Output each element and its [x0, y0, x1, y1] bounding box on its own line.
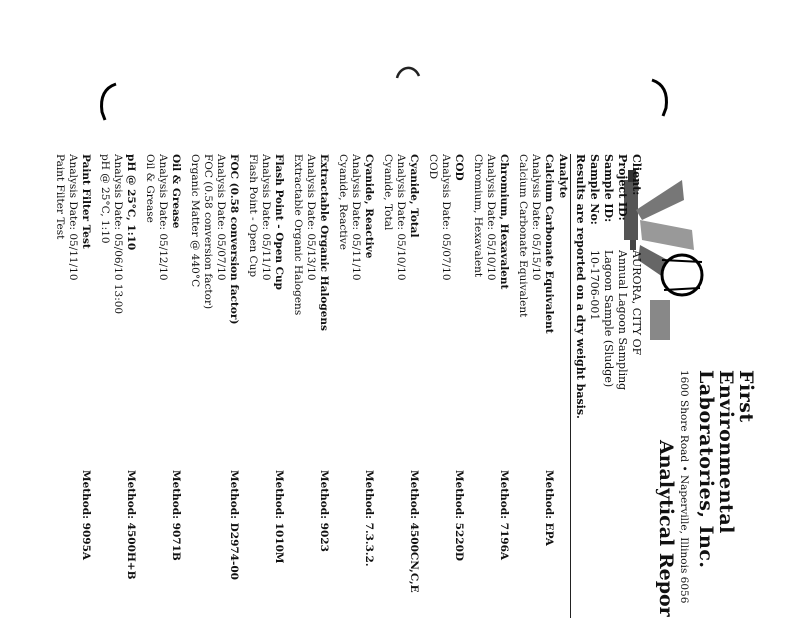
analyte-name: pH @ 25°C, 1:10	[99, 154, 111, 244]
analyte-name: COD	[453, 154, 465, 181]
analyte-name: Extractable Organic Halogens	[318, 154, 330, 331]
analyte-name: Analysis Date: 05/10/10	[395, 154, 407, 281]
analyte-method: Method: 7.3.3.2.	[363, 470, 375, 567]
analyte-name: Paint Filter Test	[54, 154, 66, 240]
analyte-method: Method: 5220D	[453, 470, 465, 561]
project-value: Annual Lagoon Sampling	[616, 250, 629, 391]
analyte-name: Analysis Date: 05/07/10	[215, 154, 227, 281]
company-name-line3: Laboratories, Inc.	[695, 370, 717, 569]
sample-no-value: 10-1706-001	[588, 250, 601, 321]
analyte-name: COD	[427, 154, 439, 180]
analyte-name: Oil & Grease	[170, 154, 182, 229]
analyte-method: Method: 9071B	[170, 470, 182, 561]
analyte-method: Method: EPA	[543, 470, 555, 546]
analyte-name: Flash Point - Open Cup	[273, 154, 285, 290]
company-name-line2: Environmental	[715, 370, 737, 534]
analyte-method: Method: 7196A	[498, 470, 510, 561]
analyte-name: Analysis Date: 05/10/10	[485, 154, 497, 281]
dry-weight-note: Results are reported on a dry weight basis.	[574, 154, 587, 419]
analyte-name: Analysis Date: 05/11/10	[350, 154, 362, 281]
analyte-method: Method: D2974-00	[228, 470, 240, 580]
analyte-column-header: Analyte	[557, 154, 569, 199]
analyte-name: Analysis Date: 05/12/10	[157, 154, 169, 281]
report-title: Analytical Repor	[655, 440, 677, 617]
analyte-name: Chromium, Hexavalent	[498, 154, 510, 290]
analyte-name: Calcium Carbonate Equivalent	[543, 154, 555, 334]
analyte-name: pH @ 25°C, 1:10	[125, 154, 137, 251]
analyte-name: Cyanide, Total	[408, 154, 420, 238]
analyte-name: FOC (0.58 conversion factor)	[228, 154, 240, 325]
project-label: Project ID:	[616, 154, 629, 221]
analyte-name: Paint Filter Test	[80, 154, 92, 249]
sample-id-value: Lagoon Sample (Sludge)	[602, 250, 615, 388]
analyte-name: Analysis Date: 05/15/10	[530, 154, 542, 281]
client-label: Client:	[630, 154, 643, 196]
analyte-name: Organic Matter @ 440°C	[189, 154, 201, 288]
analyte-name: Oil & Grease	[144, 154, 156, 223]
analyte-name: Cyanide, Total	[382, 154, 394, 231]
analyte-name: Chromium, Hexavalent	[472, 154, 484, 278]
analyte-method: Method: 4500H+B	[125, 470, 137, 580]
analyte-method: Method: 4500CN,C,E	[408, 470, 420, 593]
company-address: 1600 Shore Road • Naperville, Illinois 6056	[678, 370, 690, 604]
analyte-name: Analysis Date: 05/13/10	[305, 154, 317, 281]
sample-no-label: Sample No:	[588, 154, 601, 225]
analyte-name: Analysis Date: 05/11/10	[67, 154, 79, 281]
client-value: AURORA, CITY OF	[630, 250, 643, 356]
analyte-method: Method: 1010M	[273, 470, 285, 564]
sample-id-label: Sample ID:	[602, 154, 615, 223]
analyte-name: Analysis Date: 05/11/10	[260, 154, 272, 281]
analyte-name: Flash Point - Open Cup	[247, 154, 259, 278]
analyte-name: FOC (0.58 conversion factor)	[202, 154, 214, 310]
header-rule	[570, 154, 571, 618]
analyte-method: Method: 9023	[318, 470, 330, 552]
punch-hole-mark-right	[648, 78, 672, 118]
analyte-name: Analysis Date: 05/07/10	[440, 154, 452, 281]
analyte-name: Calcium Carbonate Equivalent	[517, 154, 529, 318]
punch-hole-mark-center	[394, 62, 422, 80]
punch-hole-mark-left	[96, 82, 120, 122]
analyte-name: Cyanide, Reactive	[363, 154, 375, 259]
analyte-name: Cyanide, Reactive	[337, 154, 349, 250]
company-name-line1: First	[735, 370, 757, 423]
analyte-method: Method: 9095A	[80, 470, 92, 561]
analyte-name: Extractable Organic Halogens	[292, 154, 304, 316]
analytical-report	[10, 140, 757, 618]
analyte-name: Analysis Date: 05/06/10 13:00	[112, 154, 124, 315]
